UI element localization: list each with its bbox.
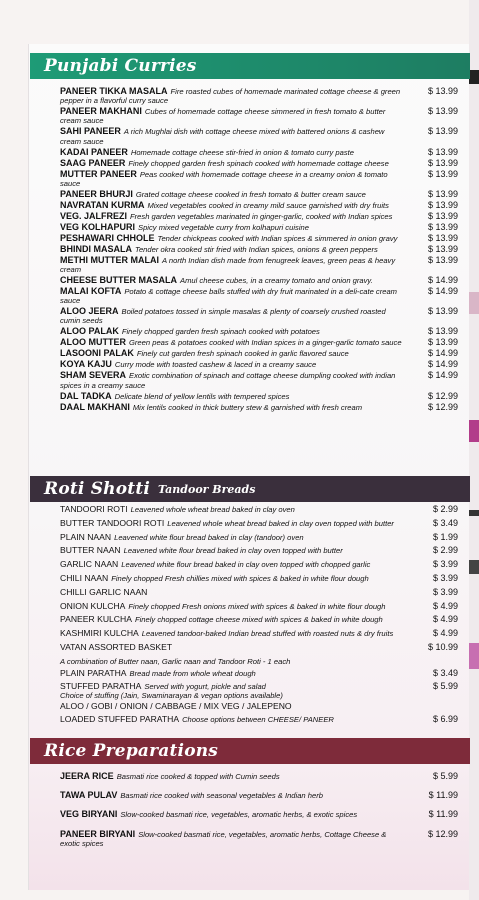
menu-item (60, 615, 458, 624)
item-price: $ 13.99 (427, 188, 458, 199)
item-description: Delicate blend of yellow lentils with tempered spices (114, 391, 290, 401)
item-price: $ 12.99 (427, 390, 458, 401)
menu-item (60, 307, 458, 325)
item-name: PANEER BIRYANI (60, 828, 136, 839)
menu-item (60, 546, 458, 555)
item-name: SAAG PANEER (60, 157, 126, 168)
item-name: TAWA PULAV (60, 790, 118, 801)
edge-tab (469, 420, 479, 442)
item-price: $ 12.99 (427, 401, 458, 412)
item-name: VEG. JALFREZI (60, 210, 128, 221)
item-price: $ 14.99 (427, 286, 458, 297)
item-price: $ 4.99 (432, 614, 458, 625)
section-banner-roti (30, 476, 470, 502)
menu-item (60, 245, 458, 254)
stuffing-note: Choice of stuffing (Jain, Swaminarayan & vegan options available) (60, 691, 283, 701)
item-description: Finely chopped garden fresh spinach cooked with homemade cottage cheese (128, 158, 389, 168)
menu-item (60, 810, 458, 819)
menu-item (60, 574, 458, 583)
item-price: $ 1.99 (432, 531, 458, 542)
section-title: Rice Preparations (44, 741, 219, 761)
item-name: GARLIC NAAN (60, 559, 119, 570)
item-name: METHI MUTTER MALAI (60, 254, 159, 265)
menu-item (60, 327, 458, 336)
item-price: $ 14.99 (427, 370, 458, 381)
menu-item (60, 588, 458, 597)
menu-item (60, 212, 458, 221)
section-title: Roti Shotti (44, 479, 151, 499)
menu-item (60, 87, 458, 105)
item-description: Slow-cooked basmati rice, vegetables, aromatic herbs, Cottage Cheese & exotic spices (60, 829, 387, 848)
item-price: $ 13.99 (427, 326, 458, 337)
item-name: KASHMIRI KULCHA (60, 628, 139, 639)
menu-item (60, 223, 458, 232)
basket-note: A combination of Butter naan, Garlic naan and Tandoor Roti - 1 each (60, 656, 291, 666)
menu-list-rice (60, 772, 458, 858)
item-price: $ 13.99 (427, 106, 458, 117)
stuffing-options: ALOO / GOBI / ONION / CABBAGE / MIX VEG / JALEPENO (60, 700, 292, 711)
menu-item (60, 338, 458, 347)
item-price: $ 3.99 (432, 559, 458, 570)
menu-item (60, 159, 458, 168)
item-name: SAHI PANEER (60, 126, 121, 137)
item-description: Leavened white flour bread baked in clay oven topped with butter (123, 546, 343, 556)
item-price: $ 3.49 (432, 517, 458, 528)
item-price: $ 10.99 (427, 641, 458, 652)
menu-item (60, 234, 458, 243)
item-price: $ 14.99 (427, 348, 458, 359)
section-banner-punjabi (30, 53, 470, 79)
edge-tab (469, 560, 479, 574)
item-price: $ 13.99 (427, 221, 458, 232)
item-name: MUTTER PANEER (60, 168, 137, 179)
item-name: JEERA RICE (60, 771, 114, 781)
item-description: Amul cheese cubes, in a creamy tomato and onion gravy. (180, 276, 373, 286)
item-description: Finely chopped Fresh onions mixed with spices & baked in white flour dough (128, 601, 386, 611)
menu-item: PLAIN PARATHA Bread made from whole wheat dough $ 3.49 (60, 667, 458, 678)
menu-list-punjabi (60, 87, 458, 414)
item-price: $ 11.99 (428, 790, 458, 801)
menu-item (60, 287, 458, 305)
item-price: $ 14.99 (427, 359, 458, 370)
menu-item (60, 643, 458, 652)
menu-item (60, 276, 458, 285)
item-description: Curry mode with toasted cashew & laced in a creamy sauce (114, 360, 317, 370)
item-name: ALOO MUTTER (60, 337, 126, 348)
item-description: A rich Mughlai dish with cottage cheese mixed with battered onions & cashew cream sauce (60, 127, 385, 146)
menu-item (60, 170, 458, 188)
item-price: $ 13.99 (427, 210, 458, 221)
item-price: $ 14.99 (427, 275, 458, 286)
item-price: $ 2.99 (432, 504, 458, 514)
item-description: Boiled potatoes tossed in simple masalas & plenty of coarsely crushed roasted cumin seeds (60, 307, 386, 326)
menu-item (60, 791, 458, 800)
item-price: $ 13.99 (427, 199, 458, 210)
item-name: NAVRATAN KURMA (60, 199, 145, 210)
menu-item (60, 519, 458, 528)
item-description: Grated cottage cheese cooked in fresh tomato & butter cream sauce (135, 189, 366, 199)
item-name: CHILI NAAN (60, 572, 109, 583)
item-description: Finely cut garden fresh spinach cooked in garlic flavored sauce (136, 349, 349, 359)
item-description: Exotic combination of spinach and cottage cheese dumpling cooked with indian spices in a creamy sauce (60, 371, 396, 390)
item-price: $ 3.99 (432, 572, 458, 583)
item-name: ONION KULCHA (60, 600, 126, 611)
item-price: $ 13.99 (427, 337, 458, 348)
item-price: $ 11.99 (428, 809, 458, 820)
section-subtitle: Tandoor Breads (158, 482, 256, 496)
item-description: Finely chopped garden fresh spinach cooked with potatoes (121, 327, 320, 337)
menu-item (60, 201, 458, 210)
menu-item: LOADED STUFFED PARATHA Choose options between CHEESE/ PANEER $ 6.99 (60, 713, 458, 724)
item-description: Basmati rice cooked with seasonal vegetables & Indian herb (120, 791, 323, 801)
item-description: Leavened tandoor-baked Indian bread stuffed with roasted nuts & dry fruits (141, 629, 394, 639)
edge-tab (469, 643, 479, 669)
item-price: $ 5.99 (432, 771, 458, 781)
menu-item (60, 148, 458, 157)
edge-tab (469, 70, 479, 84)
item-name: PLAIN NAAN (60, 531, 112, 542)
item-description: A north Indian dish made from fenugreek leaves, green peas & heavy cream (60, 255, 396, 275)
menu-item (60, 560, 458, 569)
item-price: $ 3.99 (432, 586, 458, 597)
menu-item (60, 403, 458, 412)
menu-item (60, 256, 458, 274)
item-description: Leavened whole wheat bread baked in clay oven (130, 505, 295, 514)
menu-item (60, 127, 458, 145)
item-name: VATAN ASSORTED BASKET (60, 641, 173, 652)
item-description: Leavened white flour bread baked in clay (tandoor) oven (114, 532, 304, 542)
item-price: $ 4.99 (432, 600, 458, 611)
menu-list-roti (60, 505, 458, 724)
item-name: DAL TADKA (60, 390, 112, 401)
item-name: VEG KOLHAPURI (60, 221, 136, 232)
item-name: BUTTER NAAN (60, 545, 121, 556)
item-description: Mixed vegetables cooked in creamy mild sauce garnished with dry fruits (147, 200, 389, 210)
item-name: KOYA KAJU (60, 359, 112, 370)
menu-item (60, 107, 458, 125)
menu-item (60, 505, 458, 514)
edge-tab (469, 510, 479, 516)
item-name: LASOONI PALAK (60, 348, 134, 359)
item-name: MALAI KOFTA (60, 286, 122, 297)
section-banner-rice (30, 738, 470, 764)
item-name: PESHAWARI CHHOLE (60, 232, 155, 243)
menu-item (60, 349, 458, 358)
item-price: $ 13.99 (427, 232, 458, 243)
item-name: VEG BIRYANI (60, 809, 118, 820)
edge-tab (469, 292, 479, 314)
item-description: Leavened white flour bread baked in clay oven topped with chopped garlic (121, 560, 371, 570)
menu-item (60, 360, 458, 369)
item-price: $ 13.99 (427, 168, 458, 179)
menu-item: STUFFED PARATHA Served with yogurt, pickle and salad $ 5.99 (60, 681, 458, 692)
item-description: Leavened whole wheat bread baked in clay oven topped with butter (167, 518, 394, 528)
item-price: $ 4.99 (432, 628, 458, 639)
item-name: BHINDI MASALA (60, 243, 132, 254)
item-price: $ 13.99 (427, 254, 458, 265)
item-price: $ 13.99 (427, 306, 458, 317)
item-description: Cubes of homemade cottage cheese simmered in fresh tomato & butter cream sauce (60, 107, 386, 126)
item-name: ALOO JEERA (60, 306, 119, 317)
item-price: $ 13.99 (427, 86, 458, 96)
item-price: $ 13.99 (427, 243, 458, 254)
item-description: Tender chickpeas cooked with Indian spices & simmered in onion gravy (157, 233, 398, 243)
item-description: Finely chopped Fresh chillies mixed with spices & baked in white flour dough (111, 573, 369, 583)
item-price: $ 13.99 (427, 157, 458, 168)
menu-item (60, 392, 458, 401)
item-name: DAAL MAKHANI (60, 401, 130, 412)
item-description: Basmati rice cooked & topped with Cumin seeds (116, 772, 280, 781)
section-title: Punjabi Curries (44, 56, 197, 76)
item-price: $ 12.99 (427, 828, 458, 839)
item-description: Green peas & potatoes cooked with Indian spices in a ginger-garlic tomato sauce (129, 338, 402, 348)
menu-item (60, 371, 458, 389)
item-description: Homemade cottage cheese stir-fried in onion & tomato curry paste (130, 147, 354, 157)
menu-item (60, 772, 458, 781)
item-name: CHILLI GARLIC NAAN (60, 586, 148, 597)
page-edge (469, 0, 479, 900)
menu-item (60, 830, 458, 848)
item-name: TANDOORI ROTI (60, 504, 128, 514)
item-price: $ 2.99 (432, 545, 458, 556)
item-name: CHEESE BUTTER MASALA (60, 275, 178, 286)
item-description: Slow-cooked basmati rice, vegetables, aromatic herbs, & exotic spices (120, 810, 358, 820)
item-price: $ 13.99 (427, 126, 458, 137)
menu-item (60, 602, 458, 611)
menu-item (60, 190, 458, 199)
item-name: PANEER TIKKA MASALA (60, 86, 168, 96)
item-description: Fire roasted cubes of homemade marinated cottage cheese & green pepper in a flavorful curry sauce (60, 87, 401, 106)
item-name: BUTTER TANDOORI ROTI (60, 517, 165, 528)
item-description: Peas cooked with homemade cottage cheese in a creamy onion & tomato sauce (60, 169, 388, 188)
item-description: Potato & cottage cheese balls stuffed with dry fruit marinated in a deli-cate cream sauce (60, 287, 397, 306)
item-name: PANEER MAKHANI (60, 106, 142, 117)
item-name: SHAM SEVERA (60, 370, 127, 381)
menu-item (60, 629, 458, 638)
item-name: KADAI PANEER (60, 146, 128, 157)
item-name: ALOO PALAK (60, 326, 119, 337)
menu-item (60, 533, 458, 542)
item-price: $ 13.99 (427, 146, 458, 157)
item-name: PANEER KULCHA (60, 614, 132, 625)
item-description: Mix lentils cooked in thick buttery stew & garnished with fresh cream (132, 402, 363, 412)
item-description: Spicy mixed vegetable curry from kolhapuri cuisine (138, 222, 309, 232)
item-name: PANEER BHURJI (60, 188, 133, 199)
item-description: Finely chopped cottage cheese mixed with spices & baked in white dough (134, 615, 383, 625)
item-description: Tender okra cooked stir fried with Indian spices, onions & green peppers (135, 244, 378, 254)
item-description: Fresh garden vegetables marinated in ginger-garlic, cooked with Indian spices (130, 211, 393, 221)
